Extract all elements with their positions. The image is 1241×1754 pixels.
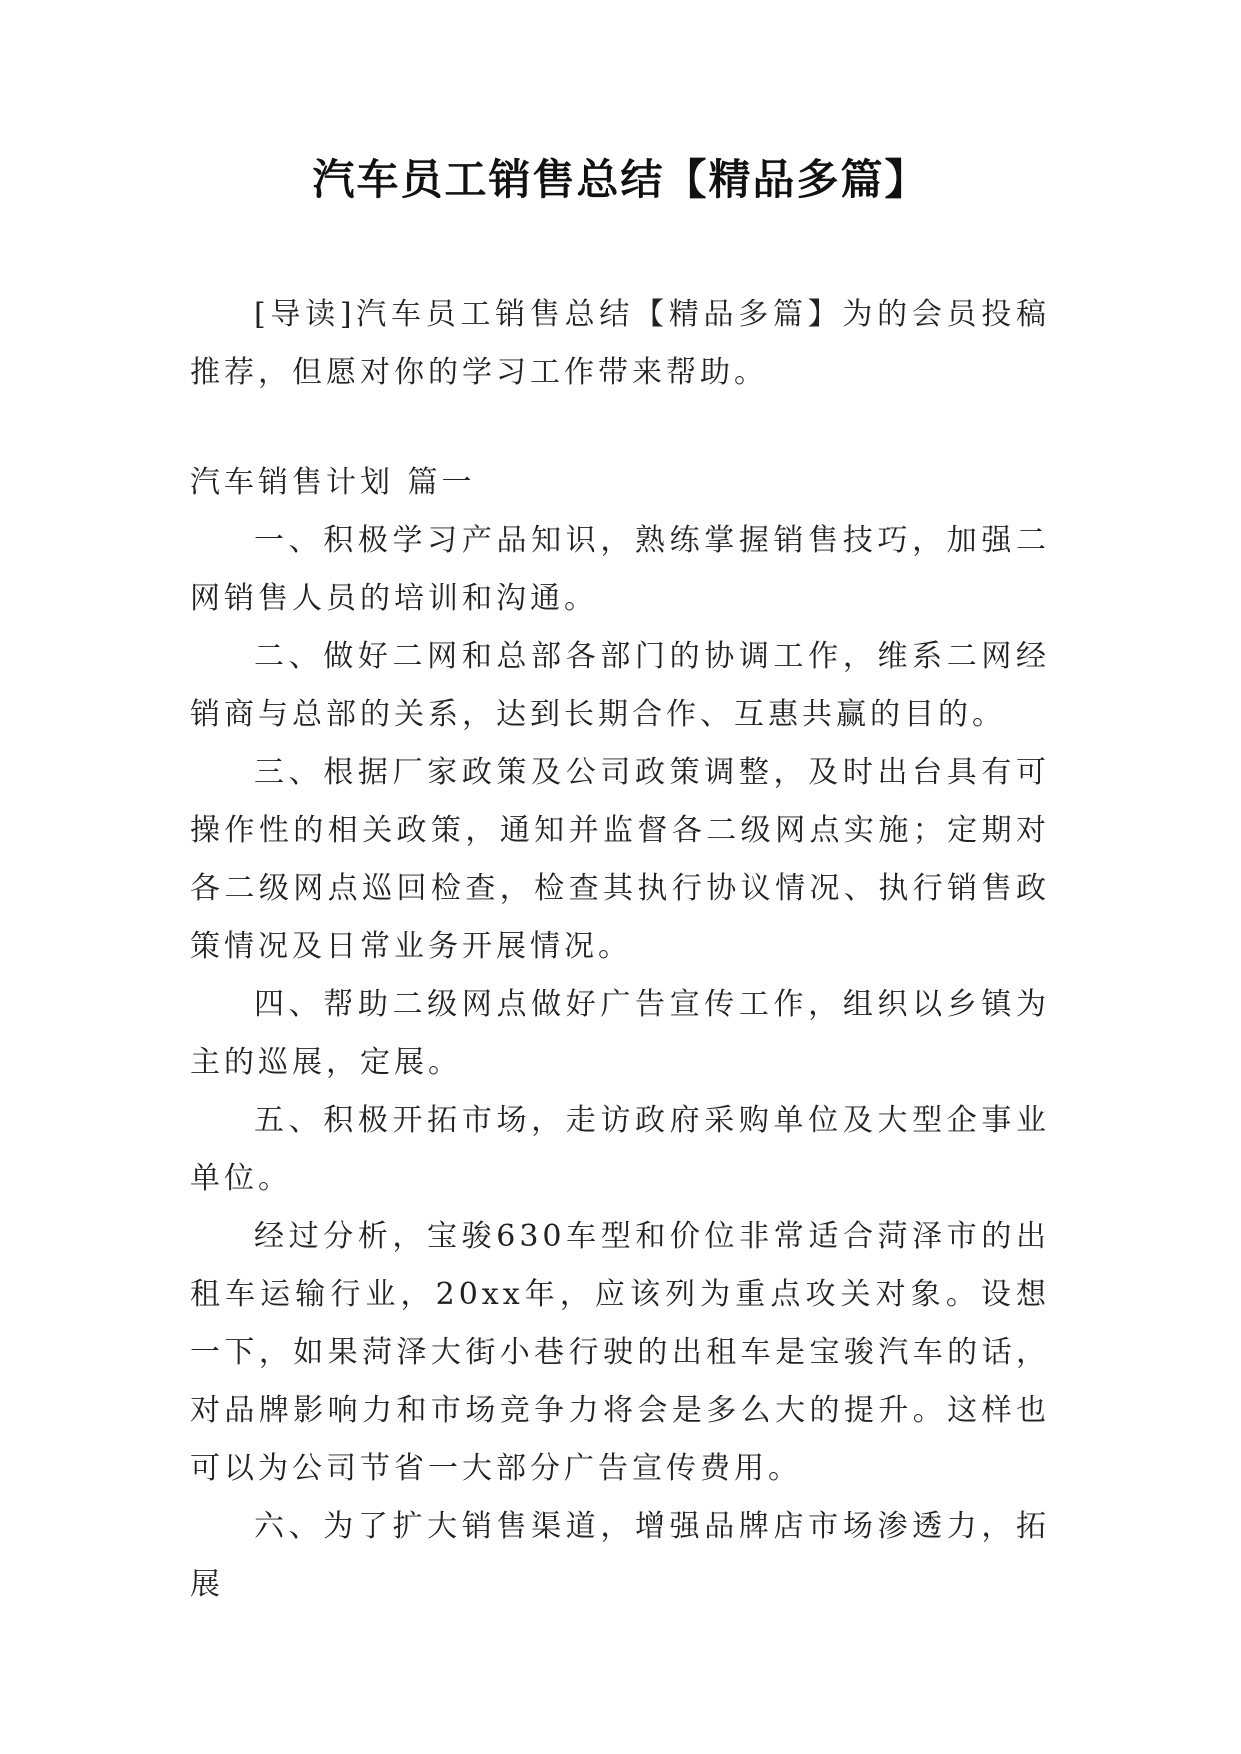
paragraph-6: 经过分析，宝骏630车型和价位非常适合菏泽市的出租车运输行业，20xx年，应该列为重点攻关对象。设想一下，如果菏泽大街小巷行驶的出租车是宝骏汽车的话，对品牌影响力和市场竞争力将会是多么大的提升。这样也可以为公司节省一大部分广告宣传费用。 bbox=[190, 1219, 1050, 1486]
document-body bbox=[190, 286, 1050, 1614]
intro-paragraph: [导读]汽车员工销售总结【精品多篇】为的会员投稿推荐，但愿对你的学习工作带来帮助。 bbox=[190, 297, 1050, 390]
paragraph-3: 三、根据厂家政策及公司政策调整，及时出台具有可操作性的相关政策，通知并监督各二级网点实施；定期对各二级网点巡回检查，检查其执行协议情况、执行销售政策情况及日常业务开展情况。 bbox=[190, 755, 1050, 964]
paragraph-2: 二、做好二网和总部各部门的协调工作，维系二网经销商与总部的关系，达到长期合作、互惠共赢的目的。 bbox=[190, 639, 1050, 732]
document-title: 汽车员工销售总结【精品多篇】 bbox=[312, 155, 929, 204]
section-heading: 汽车销售计划 篇一 bbox=[190, 465, 476, 500]
paragraph-1: 一、积极学习产品知识，熟练掌握销售技巧，加强二网销售人员的培训和沟通。 bbox=[190, 523, 1050, 616]
paragraph-5: 五、积极开拓市场，走访政府采购单位及大型企事业单位。 bbox=[190, 1103, 1050, 1196]
paragraph-4: 四、帮助二级网点做好广告宣传工作，组织以乡镇为主的巡展，定展。 bbox=[190, 987, 1050, 1080]
paragraph-7: 六、为了扩大销售渠道，增强品牌店市场渗透力，拓展 bbox=[190, 1509, 1050, 1602]
